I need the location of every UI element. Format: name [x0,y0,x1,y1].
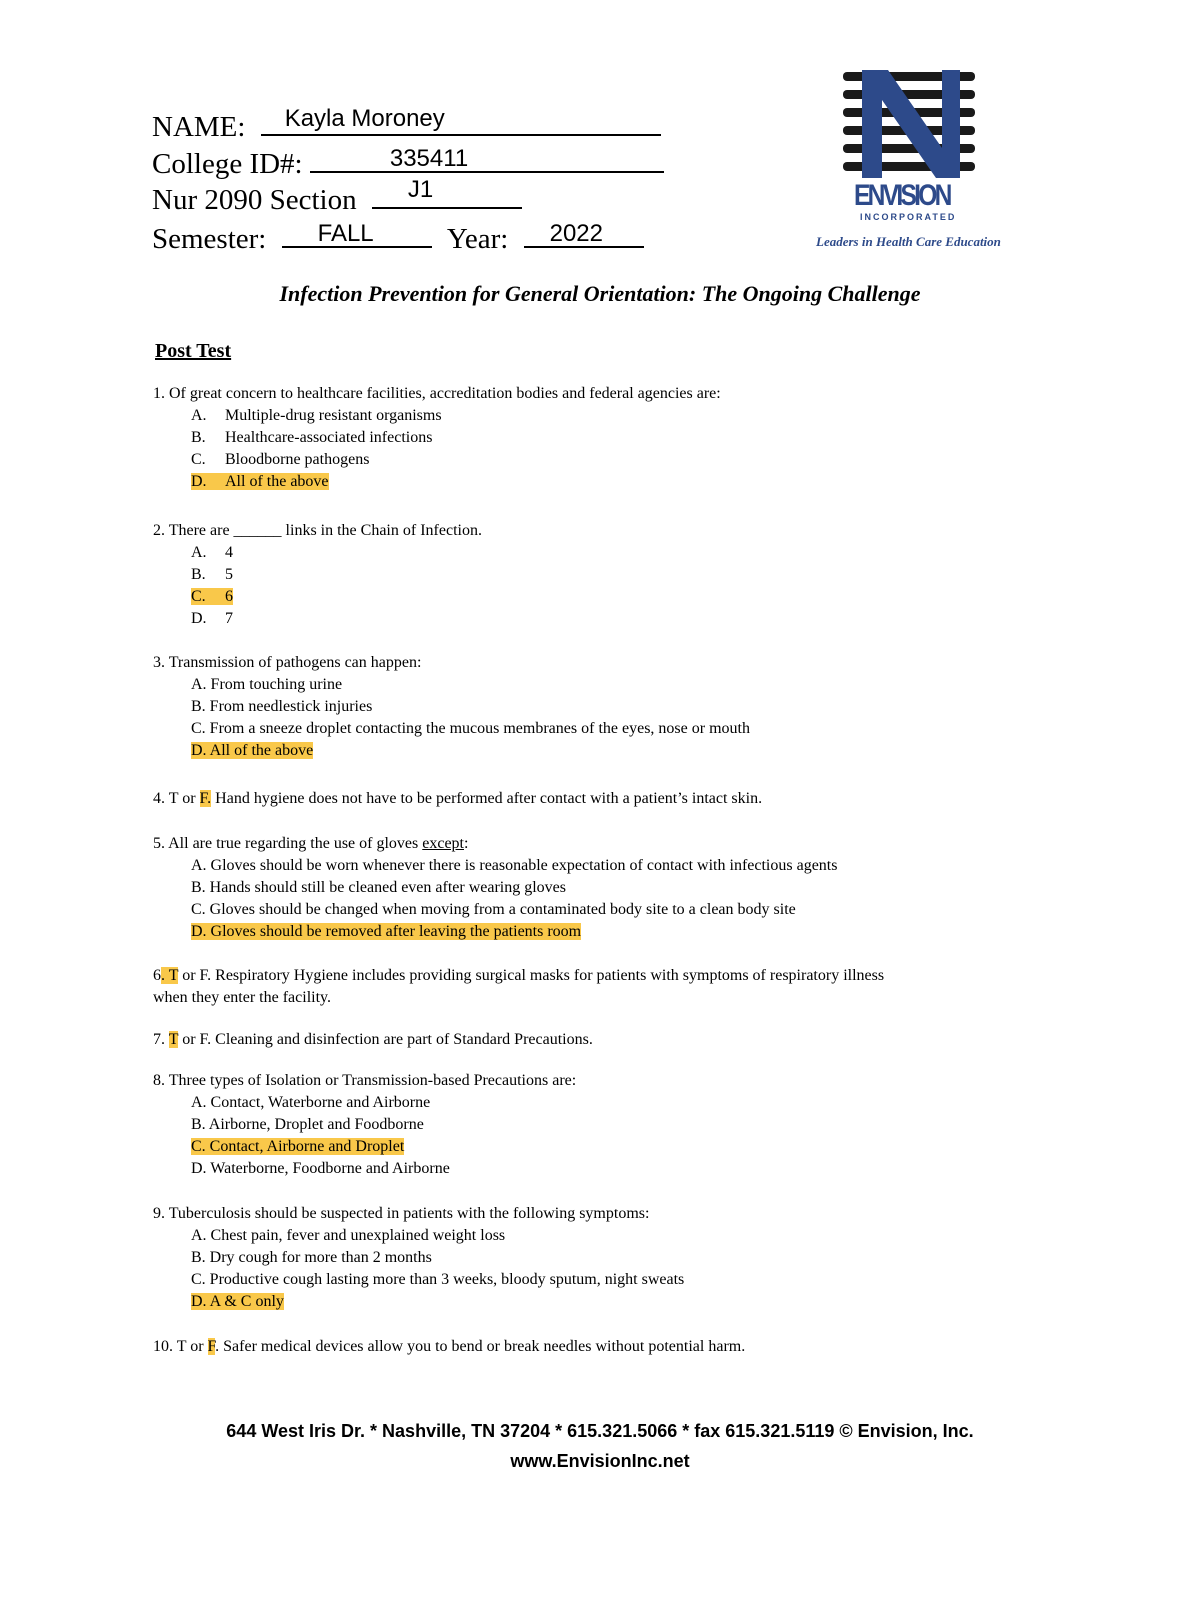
name-value: Kayla Moroney [284,105,445,132]
envision-logo [800,70,1000,250]
footer-website: www.EnvisionInc.net [510,1451,690,1471]
highlighted-answer: D. Gloves should be removed after leaving the patients room [191,923,582,940]
question-6-continued: when they enter the facility. [153,989,331,1006]
question-4: 4. T or F. Hand hygiene does not have to be performed after contact with a patient’s intact skin. [153,790,763,807]
question-6: 6. T or F. Respiratory Hygiene includes providing surgical masks for patients with symptoms of respiratory illness [153,967,885,984]
question-3-option-a: A. From touching urine [191,676,343,693]
college-id-line [310,147,664,173]
document-title: Infection Prevention for General Orientation: The Ongoing Challenge [279,281,921,306]
highlighted-answer: . T [161,967,179,984]
highlighted-answer: F [207,1338,216,1355]
question-10: 10. T or F. Safer medical devices allow you to bend or break needles without potential harm. [153,1338,746,1355]
year-value: 2022 [549,220,603,247]
question-5-option-b: B. Hands should still be cleaned even after wearing gloves [191,879,566,896]
semester-label: Semester: [152,223,267,255]
question-9: 9. Tuberculosis should be suspected in patients with the following symptoms: [153,1205,650,1222]
question-9-option-d [191,1291,284,1313]
logo-wordmark: ENVISION [854,177,953,212]
question-1-option-c: C. Bloodborne pathogens [191,451,370,468]
question-9-option-c: C. Productive cough lasting more than 3 weeks, bloody sputum, night sweats [191,1271,685,1288]
highlighted-answer: C. 6 [191,588,233,605]
question-9-option-a: A. Chest pain, fever and unexplained weight loss [191,1227,506,1244]
year-line [524,222,644,248]
question-1-option-d [191,471,329,493]
highlighted-answer: D. All of the above [191,473,329,490]
question-8-option-a: A. Contact, Waterborne and Airborne [191,1094,431,1111]
logo-sub: INCORPORATED [860,212,957,222]
question-5-option-a: A. Gloves should be worn whenever there is reasonable expectation of contact with infectious agents [191,857,838,874]
question-5: 5. All are true regarding the use of gloves except: [153,835,469,852]
question-2-option-c [191,586,233,608]
question-3: 3. Transmission of pathogens can happen: [153,654,422,671]
name-line [261,105,661,136]
question-3-option-b: B. From needlestick injuries [191,698,373,715]
question-8: 8. Three types of Isolation or Transmission-based Precautions are: [153,1072,577,1089]
highlighted-answer: D. A & C only [191,1293,284,1310]
question-8-option-b: B. Airborne, Droplet and Foodborne [191,1116,424,1133]
question-5-option-d [191,921,581,943]
question-3-option-c: C. From a sneeze droplet contacting the mucous membranes of the eyes, nose or mouth [191,720,750,737]
semester-value: FALL [317,220,374,247]
section-line [372,176,522,209]
name-field-row [152,105,661,144]
question-1-option-a: A. Multiple-drug resistant organisms [191,407,442,424]
question-2-option-d: D. 7 [191,610,233,627]
question-2-option-b: B. 5 [191,566,233,583]
question-8-option-d: D. Waterborne, Foodborne and Airborne [191,1160,450,1177]
question-2: 2. There are ______ links in the Chain of Infection. [153,522,482,539]
question-7: 7. T or F. Cleaning and disinfection are part of Standard Precautions. [153,1031,593,1048]
section-value: J1 [407,176,434,203]
highlighted-answer: D. All of the above [191,742,314,759]
footer-address: 644 West Iris Dr. * Nashville, TN 37204 * 615.321.5066 * fax 615.321.5119 © Envision, Inc. [226,1421,974,1441]
section-heading: Post Test [155,340,232,362]
question-2-option-a: A. 4 [191,544,233,561]
section-row [152,176,522,217]
highlighted-answer: T [168,1031,179,1048]
section-label: Nur 2090 Section [152,184,357,216]
question-1: 1. Of great concern to healthcare facilities, accreditation bodies and federal agencies are: [153,385,721,402]
highlighted-answer: F. [199,790,212,807]
question-9-option-b: B. Dry cough for more than 2 months [191,1249,432,1266]
college-id-label: College ID#: [152,148,303,180]
name-label: NAME: [152,111,246,143]
college-id-value: 335411 [389,145,469,172]
semester-line [282,222,432,248]
emphasis-except: except [422,835,464,852]
highlighted-answer: C. Contact, Airborne and Droplet [191,1138,405,1155]
year-label: Year: [446,223,509,255]
logo-tagline: Leaders in Health Care Education [816,234,1001,249]
semester-row [152,222,644,256]
question-3-option-d [191,740,313,762]
envision-logo-mark [800,70,1000,240]
question-5-option-c: C. Gloves should be changed when moving from a contaminated body site to a clean body site [191,901,796,918]
question-8-option-c [191,1136,404,1158]
question-1-option-b: B. Healthcare-associated infections [191,429,433,446]
